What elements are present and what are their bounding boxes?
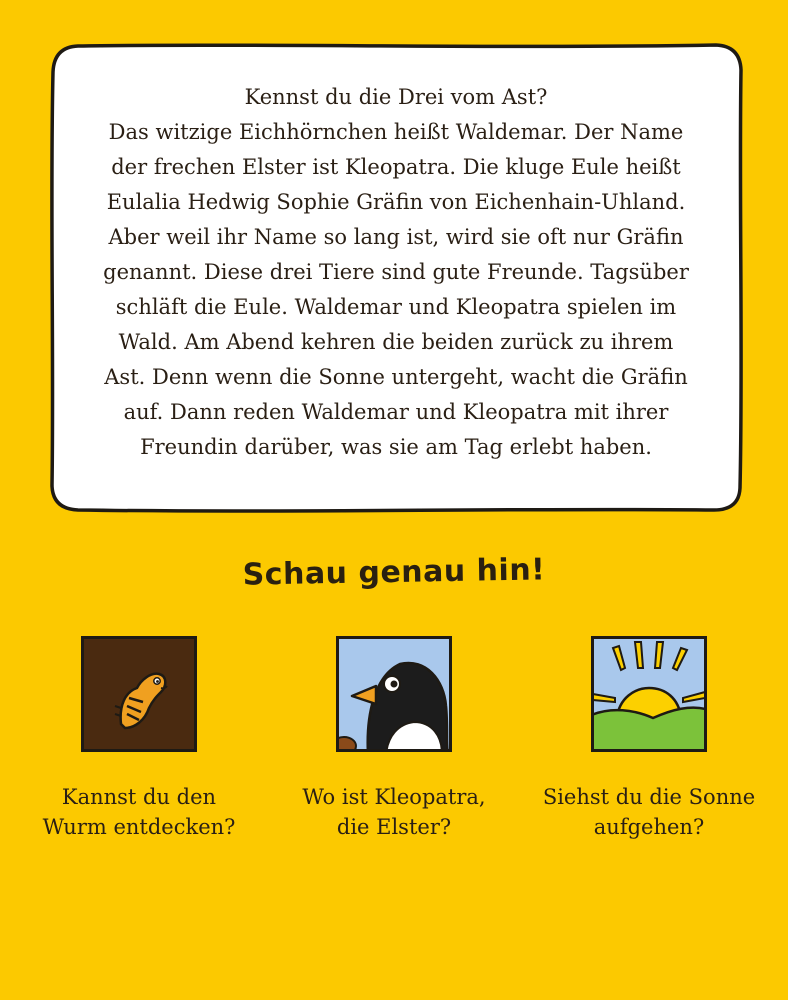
story-line: Wald. Am Abend kehren die beiden zurück zu ihrem <box>118 330 674 354</box>
caption-line: Wo ist Kleopatra, <box>302 785 486 809</box>
card-caption <box>271 782 517 842</box>
story-line: Aber weil ihr Name so lang ist, wird sie oft nur Gräfin <box>108 225 684 249</box>
story-box <box>48 42 744 514</box>
story-line: der frechen Elster ist Kleopatra. Die kluge Eule heißt <box>111 155 681 179</box>
caption-line: Siehst du die Sonne <box>542 785 756 809</box>
card-sunrise <box>526 636 772 842</box>
caption-line: aufgehen? <box>593 815 705 839</box>
story-line: genannt. Diese drei Tiere sind gute Freunde. Tagsüber <box>103 260 689 284</box>
story-line: auf. Dann reden Waldemar und Kleopatra mit ihrer <box>123 400 669 424</box>
caption-line: Wurm entdecken? <box>42 815 236 839</box>
card-caption <box>16 782 262 842</box>
card-magpie <box>271 636 517 842</box>
story-text <box>58 80 734 465</box>
story-line: schläft die Eule. Waldemar und Kleopatra spielen im <box>115 295 677 319</box>
card-worm <box>16 636 262 842</box>
worm-icon <box>81 636 197 752</box>
magpie-icon <box>336 636 452 752</box>
sunrise-icon <box>591 636 707 752</box>
caption-line: die Elster? <box>336 815 452 839</box>
card-caption <box>526 782 772 842</box>
story-line: Kennst du die Drei vom Ast? <box>244 85 548 109</box>
story-line: Das witzige Eichhörnchen heißt Waldemar. Der Name <box>108 120 684 144</box>
story-line: Eulalia Hedwig Sophie Gräfin von Eichenhain-Uhland. <box>106 190 686 214</box>
section-heading: Schau genau hin! <box>242 552 546 593</box>
caption-line: Kannst du den <box>61 785 217 809</box>
story-line: Ast. Denn wenn die Sonne untergeht, wacht die Gräfin <box>104 365 688 389</box>
story-line: Freundin darüber, was sie am Tag erlebt haben. <box>140 435 652 459</box>
